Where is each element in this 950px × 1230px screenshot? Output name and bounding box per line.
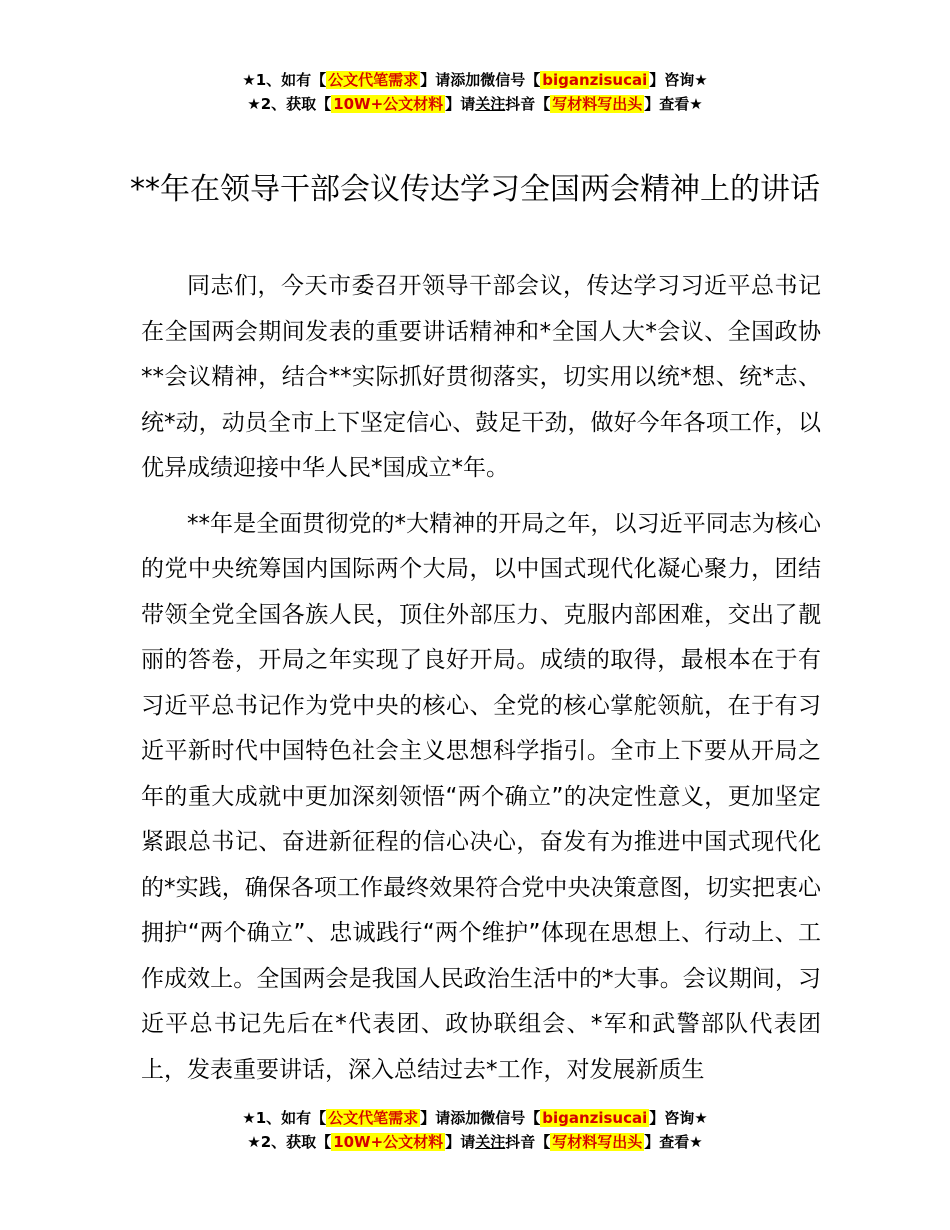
document-title: **年在领导干部会议传达学习全国两会精神上的讲话 [130, 172, 820, 207]
promo-text: ★1、如有【 [242, 1109, 327, 1127]
promo-highlight: 写材料写出头 [552, 1133, 643, 1151]
promo-wechat-id: biganzisucai [542, 1109, 648, 1127]
promo-line-1 [0, 1106, 950, 1130]
promo-text: 】查看★ [644, 95, 703, 113]
promo-highlight: 10W+公文材料 [333, 95, 444, 113]
footer-promo-banner [0, 1106, 950, 1154]
promo-text: 】请 [445, 1133, 476, 1151]
promo-wechat-id: biganzisucai [542, 71, 648, 89]
promo-underlined: 关注 [475, 95, 506, 113]
promo-line-2 [0, 1130, 950, 1154]
paragraph: **年是全面贯彻党的*大精神的开局之年，以习近平同志为核心的党中央统筹国内国际两个大局，以中国式现代化凝心聚力，团结带领全党全国各族人民，顶住外部压力、克服内部困难，交出了靓丽的答卷，开局之年实现了良好开局。成绩的取得，最根本在于有习近平总书记作为党中央的核心、全党的核心掌舵领航，在于有习近平新时代中国特色社会主义思想科学指引。全市上下要从开局之年的重大成就中更加深刻领悟“两个确立”的决定性意义，更加坚定紧跟总书记、奋进新征程的信心决心，奋发有为推进中国式现代化的*实践，确保各项工作最终效果符合党中央决策意图，切实把衷心拥护“两个确立”、忠诚践行“两个维护”体现在思想上、行动上、工作成效上。全国两会是我国人民政治生活中的*大事。会议期间，习近平总书记先后在*代表团、政协联组会、*军和武警部队代表团上，发表重要讲话，深入总结过去*工作，对发展新质生 [141, 510, 821, 1083]
promo-text: ★2、获取【 [247, 95, 332, 113]
header-promo-banner [0, 68, 950, 116]
promo-text: 】咨询★ [649, 71, 708, 89]
promo-highlight: 10W+公文材料 [333, 1133, 444, 1151]
promo-text: ★2、获取【 [247, 1133, 332, 1151]
promo-text: 】请添加微信号【 [420, 71, 541, 89]
promo-highlight: 公文代笔需求 [328, 1109, 419, 1127]
promo-underlined: 关注 [475, 1133, 506, 1151]
promo-line-1 [0, 68, 950, 92]
promo-highlight: 公文代笔需求 [328, 71, 419, 89]
paragraph: 同志们，今天市委召开领导干部会议，传达学习习近平总书记在全国两会期间发表的重要讲话精神和*全国人大*会议、全国政协**会议精神，结合**实际抓好贯彻落实，切实用以统*想、统*志、统*动，动员全市上下坚定信心、鼓足干劲，做好今年各项工作，以优异成绩迎接中华人民*国成立*年。 [141, 273, 821, 481]
promo-highlight: 写材料写出头 [552, 95, 643, 113]
document-body [141, 264, 821, 1103]
promo-text: 】请 [445, 95, 476, 113]
promo-text: 抖音【 [505, 1133, 551, 1151]
promo-text: 】请添加微信号【 [420, 1109, 541, 1127]
promo-text: 】查看★ [644, 1133, 703, 1151]
promo-line-2 [0, 92, 950, 116]
promo-text: 】咨询★ [649, 1109, 708, 1127]
promo-text: ★1、如有【 [242, 71, 327, 89]
promo-text: 抖音【 [505, 95, 551, 113]
